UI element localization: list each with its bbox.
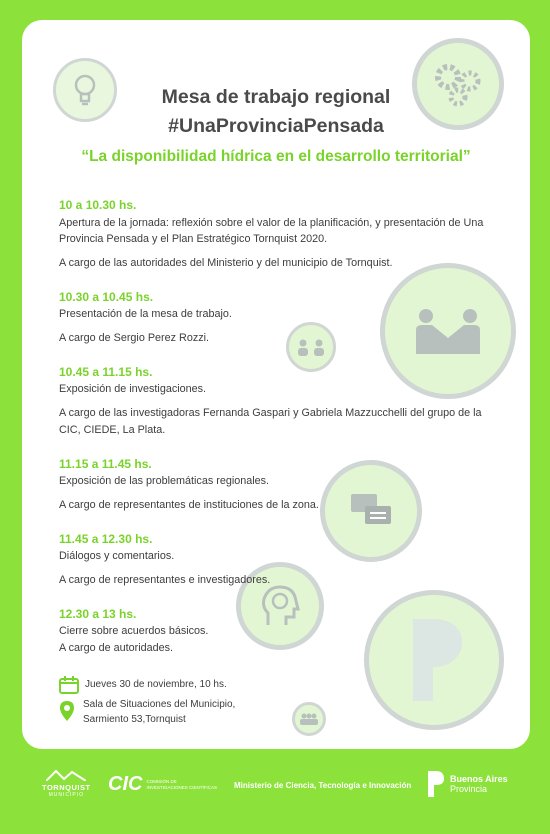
flyer-card (22, 20, 530, 749)
event-date-row (59, 676, 227, 694)
schedule-description: Exposición de investigaciones. (59, 383, 207, 396)
cic-sub1: COMISIÓN DE (146, 778, 177, 784)
schedule-item (59, 605, 499, 657)
ministry-name: Ministerio de Ciencia, Tecnología e Innovación (234, 781, 412, 790)
schedule (59, 196, 499, 673)
ba-line1: Buenos Aires (450, 773, 508, 784)
tornquist-name: TORNQUIST (42, 783, 91, 792)
event-place-line1: Sala de Situaciones del Municipio, (83, 699, 236, 710)
schedule-item (59, 288, 499, 347)
schedule-time: 10.30 a 10.45 hs. (59, 289, 154, 304)
schedule-description: Presentación de la mesa de trabajo. (59, 308, 232, 321)
schedule-item (59, 530, 499, 589)
schedule-note: A cargo de las autoridades del Ministerio y del municipio de Tornquist. (59, 257, 393, 270)
footer-bar (22, 757, 530, 815)
schedule-item (59, 196, 499, 272)
calendar-icon (59, 676, 79, 694)
tornquist-sub: MUNICIPIO (48, 792, 84, 798)
ba-logo (426, 771, 508, 797)
schedule-description: Diálogos y comentarios. (59, 550, 175, 563)
schedule-note: A cargo de autoridades. (59, 642, 174, 655)
schedule-note: A cargo de las investigadoras Fernanda Gaspari y Gabriela Mazzucchelli del grupo de la CIC, CIEDE, La Plata. (59, 407, 482, 436)
schedule-time: 10 a 10.30 hs. (59, 198, 137, 212)
schedule-description: Cierre sobre acuerdos básicos. (59, 625, 209, 638)
page-title-line1: Mesa de trabajo regional (161, 86, 391, 108)
group-icon (300, 713, 318, 725)
schedule-time: 11.45 a 12.30 hs. (59, 531, 153, 546)
cic-mark: CIC (108, 773, 143, 795)
event-date: Jueves 30 de noviembre, 10 hs. (85, 678, 227, 690)
schedule-time: 12.30 a 13 hs. (59, 606, 137, 621)
schedule-note: A cargo de representantes de instituciones de la zona. (59, 498, 319, 511)
ba-line2: Provincia (450, 784, 488, 794)
cic-logo (108, 773, 217, 796)
tornquist-logo (42, 769, 91, 798)
schedule-description: Apertura de la jornada: reflexión sobre el valor de la planificación, y presentación de Una Provincia Pensada y el Plan Estratégico Tornquist 2020. (59, 216, 484, 246)
mountain-icon (46, 769, 86, 781)
schedule-note: A cargo de Sergio Perez Rozzi. (59, 332, 210, 345)
cic-sub2: INVESTIGACIONES CIENTÍFICAS (146, 784, 217, 790)
page-subtitle: “La disponibilidad hídrica en el desarrollo territorial” (81, 148, 471, 165)
schedule-time: 11.15 a 11.45 hs. (59, 456, 152, 471)
schedule-description: Exposición de las problemáticas regionales. (59, 475, 270, 488)
schedule-item (59, 363, 499, 439)
schedule-item (59, 455, 499, 514)
event-place-row (59, 698, 235, 727)
group-bubble (292, 702, 326, 736)
location-pin-icon (59, 700, 75, 722)
schedule-time: 10.45 a 11.15 hs. (59, 364, 153, 379)
province-logo-icon (426, 771, 444, 797)
page-title-hashtag: #UnaProvinciaPensada (168, 115, 384, 137)
event-place-line2: Sarmiento 53,Tornquist (83, 713, 186, 725)
schedule-note: A cargo de representantes e investigadores. (59, 574, 271, 587)
